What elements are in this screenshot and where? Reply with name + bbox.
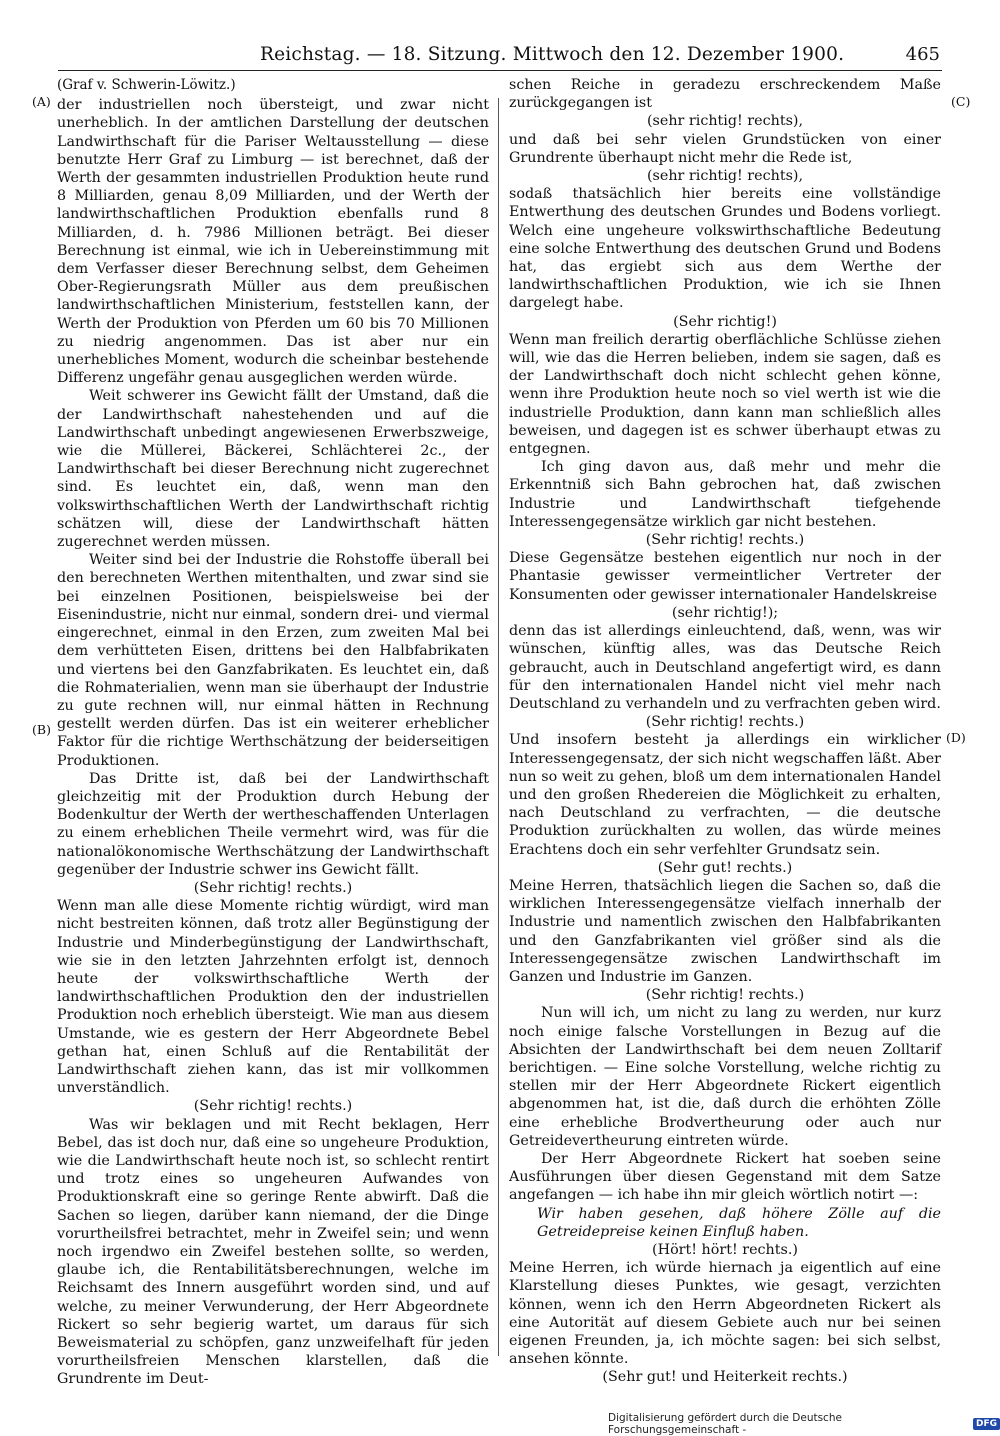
- interjection: (Hört! hört! rechts.): [652, 1242, 798, 1258]
- interjection: (Sehr richtig! rechts.): [645, 532, 805, 549]
- paragraph: Der Herr Abgeordnete Rickert hat soeben seine Ausführungen über diesen Gegenstand mit dem Satze angefangen — ich habe ihn mir gleich wörtlich notirt —:: [509, 1150, 941, 1204]
- interjection: (Sehr richtig! rechts.): [193, 879, 353, 896]
- left-column: [57, 76, 489, 1389]
- interjection: (sehr richtig! rechts),: [646, 168, 804, 185]
- interjection: (sehr richtig!);: [671, 604, 779, 621]
- paragraph: Ich ging davon aus, daß mehr und mehr die Erkenntniß sich Bahn gebrochen hat, daß zwischen Industrie und Landwirthschaft tiefgehende Interessengegensätze wirklich gar nicht bestehen.: [509, 459, 941, 530]
- paragraph: Wenn man freilich derartig oberflächliche Schlüsse ziehen will, wie das die Herren belieben, indem sie sagen, daß es der Landwirthschaft doch nicht schlecht gehen könne, wenn ihre Produktion heute noch so viel werth ist wie die industrielle Produktion, dann kann man schließlich alles beweisen, und dagegen ist es schwer überhaupt etwas zu entgegnen.: [509, 331, 941, 458]
- paragraph: Und insofern besteht ja allerdings ein wirklicher Interessengegensatz, der sich nicht wegschaffen läßt. Aber nun so weit zu gehen, bloß um dem internationalen Handel und den großen Rhedereien die Möglichkeit zu erhalten, nach Deutschland zu verfrachten, — die deutsche Produktion zurückhalten zu wollen, das würde meines Erachtens doch ein sehr verfehlter Grundsatz sein.: [509, 732, 941, 858]
- interjection: (Sehr gut! rechts.): [657, 859, 793, 876]
- paragraph: Was wir beklagen und mit Recht beklagen, Herr Bebel, das ist doch nur, daß eine so ungeheure Produktion, wie die Landwirthschaft heute noch ist, so schlecht rentirt und trotz eines so ungeheuren Aufwandes von Produktionskraft eine so geringe Rente abwirft. Daß die Sachen so liegen, darüber kann niemand, der die Dinge vorurtheilsfrei betrachtet, mehr in Zweifel sein; und wenn noch irgendwo ein Zweifel bestehen sollte, so werden, glaube ich, die Rentabilitätsberechnungen, welche im Reichsamt des Innern ausgeführt worden sind, und auf welche, zu meiner Verwunderung, der Herr Abgeordnete Rickert so sehr begierig wartet, um daraus für sich Beweismaterial zu schöpfen, ganz unzweifelhaft für jeden vorurtheilsfreien Menschen klarstellen, daß die Grundrente im Deut-: [57, 1116, 489, 1388]
- interjection: (Sehr richtig!): [673, 313, 777, 330]
- page-number: 465: [905, 44, 940, 65]
- running-title: Reichstag. — 18. Sitzung. Mittwoch den 12. Dezember 1900.: [260, 44, 845, 65]
- margin-mark-b: (B): [32, 722, 51, 737]
- paragraph: der industriellen noch übersteigt, und zwar nicht unerheblich. In der amtlichen Darstellung der deutschen Landwirthschaft für die Pariser Weltausstellung — diese benutzte Herr Graf zu Limburg — ist berechnet, daß der Werth der gesammten industriellen Produktion heute rund 8 Milliarden, genau 8,09 Milliarden, und der Werth der landwirthschaftlichen Produktion ebenfalls rund 8 Milliarden, d. h. 7986 Millionen beträgt. Bei dieser Berechnung ist einmal, wie ich in Uebereinstimmung mit dem Verfasser dieser Berechnung selbst, dem Geheimen Ober-Regierungsrath Müller aus dem preußischen landwirthschaftlichen Ministerium, feststellen kann, der Werth der Produktion von Pferden um 60 bis 70 Millionen zu niedrig angenommen. Das ist aber nur ein unerhebliches Moment, wodurch die scheinbar bestehende Differenz ungefähr genau ausgeglichen werden würde.: [57, 97, 489, 387]
- margin-mark-a: (A): [32, 94, 51, 109]
- paragraph: und daß bei sehr vielen Grundstücken von einer Grundrente überhaupt nicht mehr die Rede ist,: [509, 131, 941, 166]
- footer-credit: [608, 1412, 1000, 1436]
- interjection: (Sehr richtig! rechts.): [645, 714, 805, 731]
- paragraph: Nun will ich, um nicht zu lang zu werden, nur kurz noch einige falsche Vorstellungen in Bezug auf die Absichten der Landwirthschaft bei dem neuen Zolltarif berichtigen. — Eine solche Vorstellung, welche richtig zu stellen mir der Herr Abgeordnete Rickert eigentlich abgenommen hat, ist die, daß durch die erhöhten Zölle eine erhebliche Brodvertheurung oder auch nur Getreidevertheurung eintreten würde.: [509, 1005, 941, 1149]
- interjection: (Sehr gut! und Heiterkeit rechts.): [602, 1369, 848, 1386]
- interjection: (Sehr richtig! rechts.): [645, 987, 805, 1004]
- quotation: Wir haben gesehen, daß höhere Zölle auf die Getreidepreise keinen Einfluß haben.: [537, 1205, 941, 1240]
- column-divider: [498, 98, 499, 1356]
- paragraph: Wenn man alle diese Momente richtig würdigt, wird man nicht bestreiten können, daß trotz aller Begünstigung der Industrie und Minderbegünstigung der Landwirthschaft, wie sie in den letzten Jahrzehnten erfolgt ist, dennoch heute der volkswirthschaftliche Werth der landwirthschaftlichen Produktion den der industriellen Produktion noch erheblich übersteigt. Wie man aus diesem Umstande, wie es gestern der Herr Abgeordnete Bebel gethan hat, einen Schluß auf die Rentabilität der Landwirthschaft ziehen kann, das ist mir vollkommen unverständlich.: [57, 898, 489, 1097]
- right-column: [509, 76, 941, 1387]
- dfg-logo-icon: DFG: [973, 1418, 1000, 1430]
- margin-mark-c: (C): [951, 94, 971, 109]
- speaker-label: (Graf v. Schwerin-Löwitz.): [57, 77, 236, 93]
- page-header: [60, 44, 940, 70]
- paragraph: denn das ist allerdings einleuchtend, daß, wenn, was wir wünschen, künftig alles, was das Deutsche Reich gebraucht, auch in Deutschland angefertigt wird, es dann für den internationalen Handel nicht viel mehr nach Deutschland zu verhandeln und zu verfrachten geben wird.: [509, 623, 941, 712]
- paragraph: Meine Herren, thatsächlich liegen die Sachen so, daß die wirklichen Interessengegensätze vielfach innerhalb der Industrie und namentlich zwischen den Halbfabrikanten und den Ganzfabrikanten viel größer sind als die Interessengegensätze zwischen Landwirthschaft im Ganzen und Industrie im Ganzen.: [509, 877, 941, 985]
- paragraph: Weit schwerer ins Gewicht fällt der Umstand, daß die der Landwirthschaft nahestehenden und auf die Landwirthschaft unbedingt angewiesenen Erwerbszweige, wie die Müllerei, Bäckerei, Schlächterei 2c., der Landwirthschaft bei dieser Berechnung nicht zugerechnet sind. Es leuchtet ein, daß, wenn man den volkswirthschaftlichen Werth der Landwirthschaft richtig schätzen will, diese der Landwirthschaft hätten zugerechnet werden müssen.: [57, 388, 489, 551]
- header-rule: [58, 70, 942, 71]
- interjection: (sehr richtig! rechts),: [646, 113, 804, 130]
- paragraph: schen Reiche in geradezu erschreckendem Maße zurückgegangen ist: [509, 77, 941, 112]
- footer-text: Digitalisierung gefördert durch die Deutsche Forschungsgemeinschaft -: [608, 1412, 842, 1436]
- paragraph: Das Dritte ist, daß bei der Landwirthschaft gleichzeitig mit der Produktion durch Hebung der Bodenkultur der Werth der wertheschaffenden Unterlagen zu einem erheblichen Theile vermehrt wird, was für die nationalökonomische Werthschätzung der Landwirthschaft gegenüber der Industrie schwer ins Gewicht fällt.: [57, 770, 489, 878]
- margin-mark-d: (D): [946, 730, 966, 745]
- paragraph: Weiter sind bei der Industrie die Rohstoffe überall bei den berechneten Werthen mitenthalten, und zwar sind sie bei einzelnen Positionen, beispielsweise bei der Eisenindustrie, nicht nur einmal, sondern drei- und viermal eingerechnet, einmal in den Erzen, zum zweiten Mal bei dem verhütteten Eisen, drittens bei den Halbfabrikaten und viertens bei den Ganzfabrikaten. Es leuchtet ein, daß die Rohmaterialien, wenn man sie überhaupt der Industrie zu gute rechnen will, nur einmal hätten in Rechnung gestellt werden dürfen. Das ist ein weiterer erheblicher Faktor für die richtige Werthschätzung der beiderseitigen Produktionen.: [57, 552, 489, 769]
- interjection: (Sehr richtig! rechts.): [193, 1098, 353, 1115]
- paragraph: Diese Gegensätze bestehen eigentlich nur noch in der Phantasie gewisser vermeintlicher Vertreter der Konsumenten oder gewisser internationaler Handelskreise: [509, 550, 941, 603]
- paragraph: sodaß thatsächlich hier bereits eine vollständige Entwerthung des deutschen Grundes und Bodens vorliegt. Welch eine ungeheure volkswirthschaftliche Bedeutung eine solche Entwerthung des deutschen Grund und Bodens hat, das ergiebt sich aus dem Werthe der landwirthschaftlichen Produktion, wie ich sie Ihnen dargelegt habe.: [509, 186, 941, 312]
- paragraph: Meine Herren, ich würde hiernach ja eigentlich auf eine Klarstellung dieses Punktes, wie gesagt, verzichten können, wenn ich den Herrn Abgeordneten Rickert als eine Autorität auf diesem Gebiete auch nur bei seinen eigenen Freunden, ja, ich möchte sagen: bei sich selbst, ansehen könnte.: [509, 1260, 941, 1368]
